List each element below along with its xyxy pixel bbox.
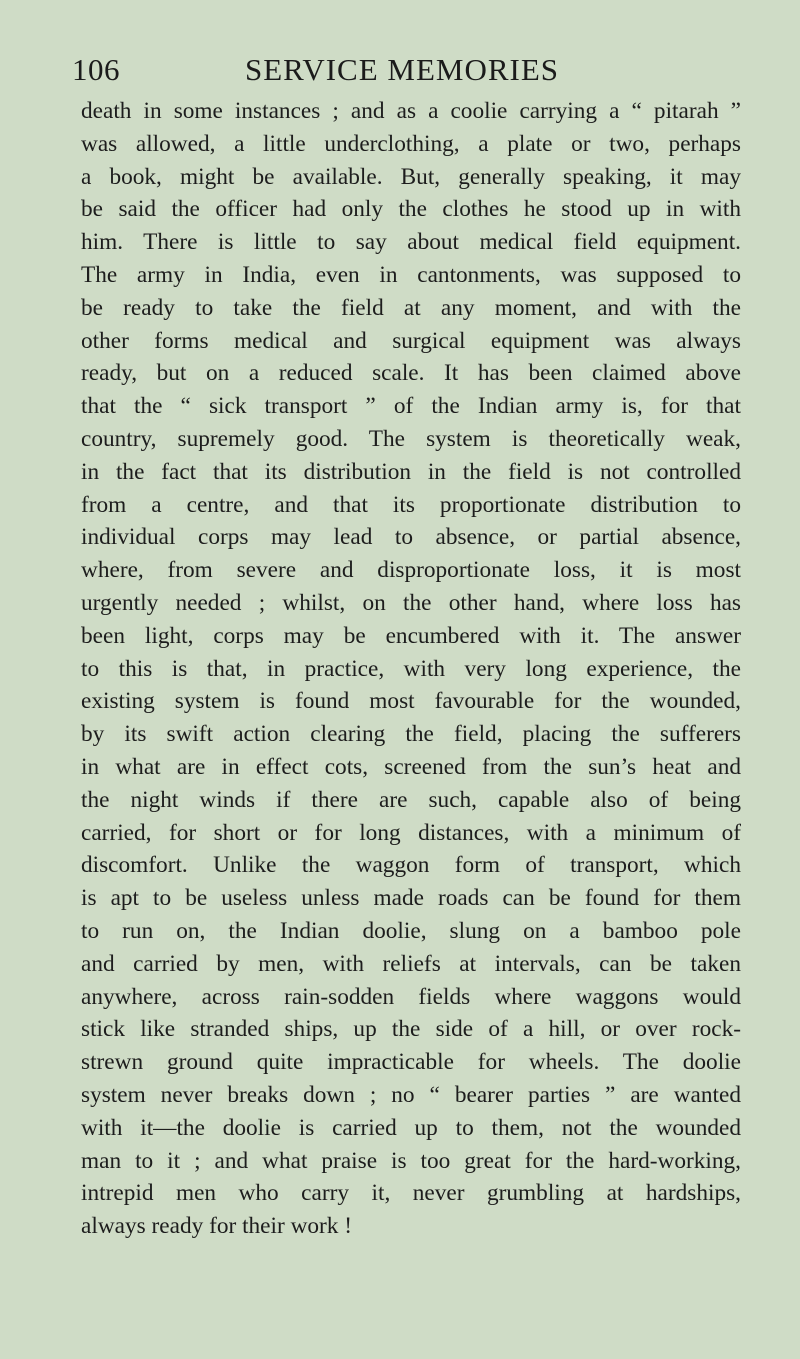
text-line: by its swift action clearing the field, placing the sufferers bbox=[81, 721, 741, 748]
text-line: death in some instances ; and as a coolie carrying a “ pitarah ” bbox=[81, 98, 741, 124]
text-line: existing system is found most favourable for the wounded, bbox=[81, 688, 741, 715]
page-header bbox=[72, 48, 732, 88]
text-line: strewn ground quite impracticable for wheels. The doolie bbox=[81, 1049, 741, 1076]
text-line: in the fact that its distribution in the field is not controlled bbox=[81, 458, 741, 485]
text-line: with it—the doolie is carried up to them, not the wounded bbox=[81, 1114, 741, 1141]
text-line: system never breaks down ; no “ bearer parties ” are wanted bbox=[81, 1081, 741, 1108]
text-line: that the “ sick transport ” of the Indian army is, for that bbox=[81, 393, 741, 420]
text-line: from a centre, and that its proportionate distribution to bbox=[81, 491, 741, 518]
text-line: anywhere, across rain-sodden fields where waggons would bbox=[81, 983, 741, 1010]
text-line: be said the officer had only the clothes he stood up in with bbox=[81, 196, 741, 223]
text-line: ready, but on a reduced scale. It has been claimed above bbox=[81, 360, 741, 387]
text-line: and carried by men, with reliefs at intervals, can be taken bbox=[81, 950, 741, 977]
text-line: stick like stranded ships, up the side of a hill, or over rock- bbox=[81, 1016, 741, 1043]
text-line: the night winds if there are such, capable also of being bbox=[81, 786, 741, 813]
text-line: be ready to take the field at any moment, and with the bbox=[81, 294, 741, 321]
text-line: been light, corps may be encumbered with it. The answer bbox=[81, 622, 741, 649]
text-line: man to it ; and what praise is too great for the hard-working, bbox=[81, 1147, 741, 1174]
text-line: where, from severe and disproportionate loss, it is most bbox=[81, 557, 741, 584]
page-number: 106 bbox=[72, 52, 120, 87]
text-line: in what are in effect cots, screened from the sun’s heat and bbox=[81, 753, 741, 780]
text-line: him. There is little to say about medical field equipment. bbox=[81, 229, 741, 256]
text-line: discomfort. Unlike the waggon form of transport, which bbox=[81, 852, 741, 879]
text-line: intrepid men who carry it, never grumbling at hardships, bbox=[81, 1180, 741, 1207]
text-line: urgently needed ; whilst, on the other hand, where loss has bbox=[81, 589, 741, 616]
text-line: was allowed, a little underclothing, a plate or two, perhaps bbox=[81, 130, 741, 157]
text-line: a book, might be available. But, generally speaking, it may bbox=[81, 163, 741, 190]
text-line: individual corps may lead to absence, or partial absence, bbox=[81, 524, 741, 551]
body-text bbox=[81, 95, 741, 1243]
text-line: The army in India, even in cantonments, was supposed to bbox=[81, 261, 741, 288]
text-line: to this is that, in practice, with very long experience, the bbox=[81, 655, 741, 682]
text-line: to run on, the Indian doolie, slung on a bamboo pole bbox=[81, 917, 741, 944]
text-line-last: always ready for their work ! bbox=[81, 1213, 353, 1240]
text-line: country, supremely good. The system is theoretically weak, bbox=[81, 425, 741, 452]
text-line: other forms medical and surgical equipment was always bbox=[81, 327, 741, 354]
running-head: SERVICE MEMORIES bbox=[244, 52, 560, 87]
text-line: carried, for short or for long distances, with a minimum of bbox=[81, 819, 741, 846]
text-line: is apt to be useless unless made roads can be found for them bbox=[81, 885, 741, 912]
